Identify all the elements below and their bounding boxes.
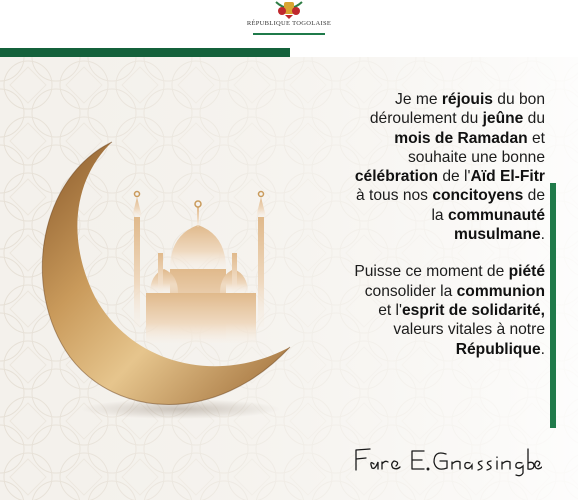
emphasis-text: jeûne [482, 110, 524, 128]
message-text-run: du [523, 110, 545, 128]
emphasis-text: esprit de solidarité, [402, 301, 545, 319]
emphasis-text: mois de Ramadan [394, 129, 528, 147]
message-text-run: et [527, 129, 545, 147]
message-text-run: . [540, 340, 545, 358]
message-text-run: la [431, 206, 448, 224]
header-divider [253, 33, 325, 35]
message-text-run: . [540, 226, 545, 244]
emphasis-text: concitoyens [432, 187, 524, 205]
message-paragraph-2 [268, 262, 545, 358]
emphasis-text: musulmane [453, 226, 541, 244]
emphasis-text: Aïd El-Fitr [470, 168, 545, 186]
emphasis-text: République [455, 340, 541, 358]
emphasis-text: réjouis [441, 91, 493, 108]
message-text [268, 90, 545, 359]
message-text-run: consolider la [364, 282, 457, 300]
header [0, 0, 578, 48]
emphasis-text: piété [508, 263, 545, 281]
country-name: RÉPUBLIQUE TOGOLAISE [246, 20, 332, 27]
message-text-run: à tous nos [356, 187, 433, 205]
message-paragraph-1 [268, 90, 545, 244]
message-text-run: valeurs vitales à notre [393, 321, 545, 339]
message-text-run: et l' [378, 301, 402, 319]
mosque-silhouette-icon [132, 197, 266, 343]
message-text-run: Puisse ce moment de [354, 263, 509, 281]
togo-coat-of-arms-icon [270, 0, 308, 20]
green-top-bar [0, 48, 290, 57]
emphasis-text: communion [456, 282, 545, 300]
message-text-run: du bon [492, 91, 545, 108]
green-accent-bar [550, 183, 556, 428]
message-text-run: déroulement du [369, 110, 483, 128]
emphasis-text: communauté [447, 206, 545, 224]
message-text-run: souhaite une bonne [407, 148, 545, 166]
message-text-run: de l' [438, 168, 471, 186]
emphasis-text: célébration [354, 168, 439, 186]
message-text-run: de [523, 187, 545, 205]
message-text-run: Je me [395, 91, 442, 108]
handwritten-signature-icon [352, 446, 542, 478]
